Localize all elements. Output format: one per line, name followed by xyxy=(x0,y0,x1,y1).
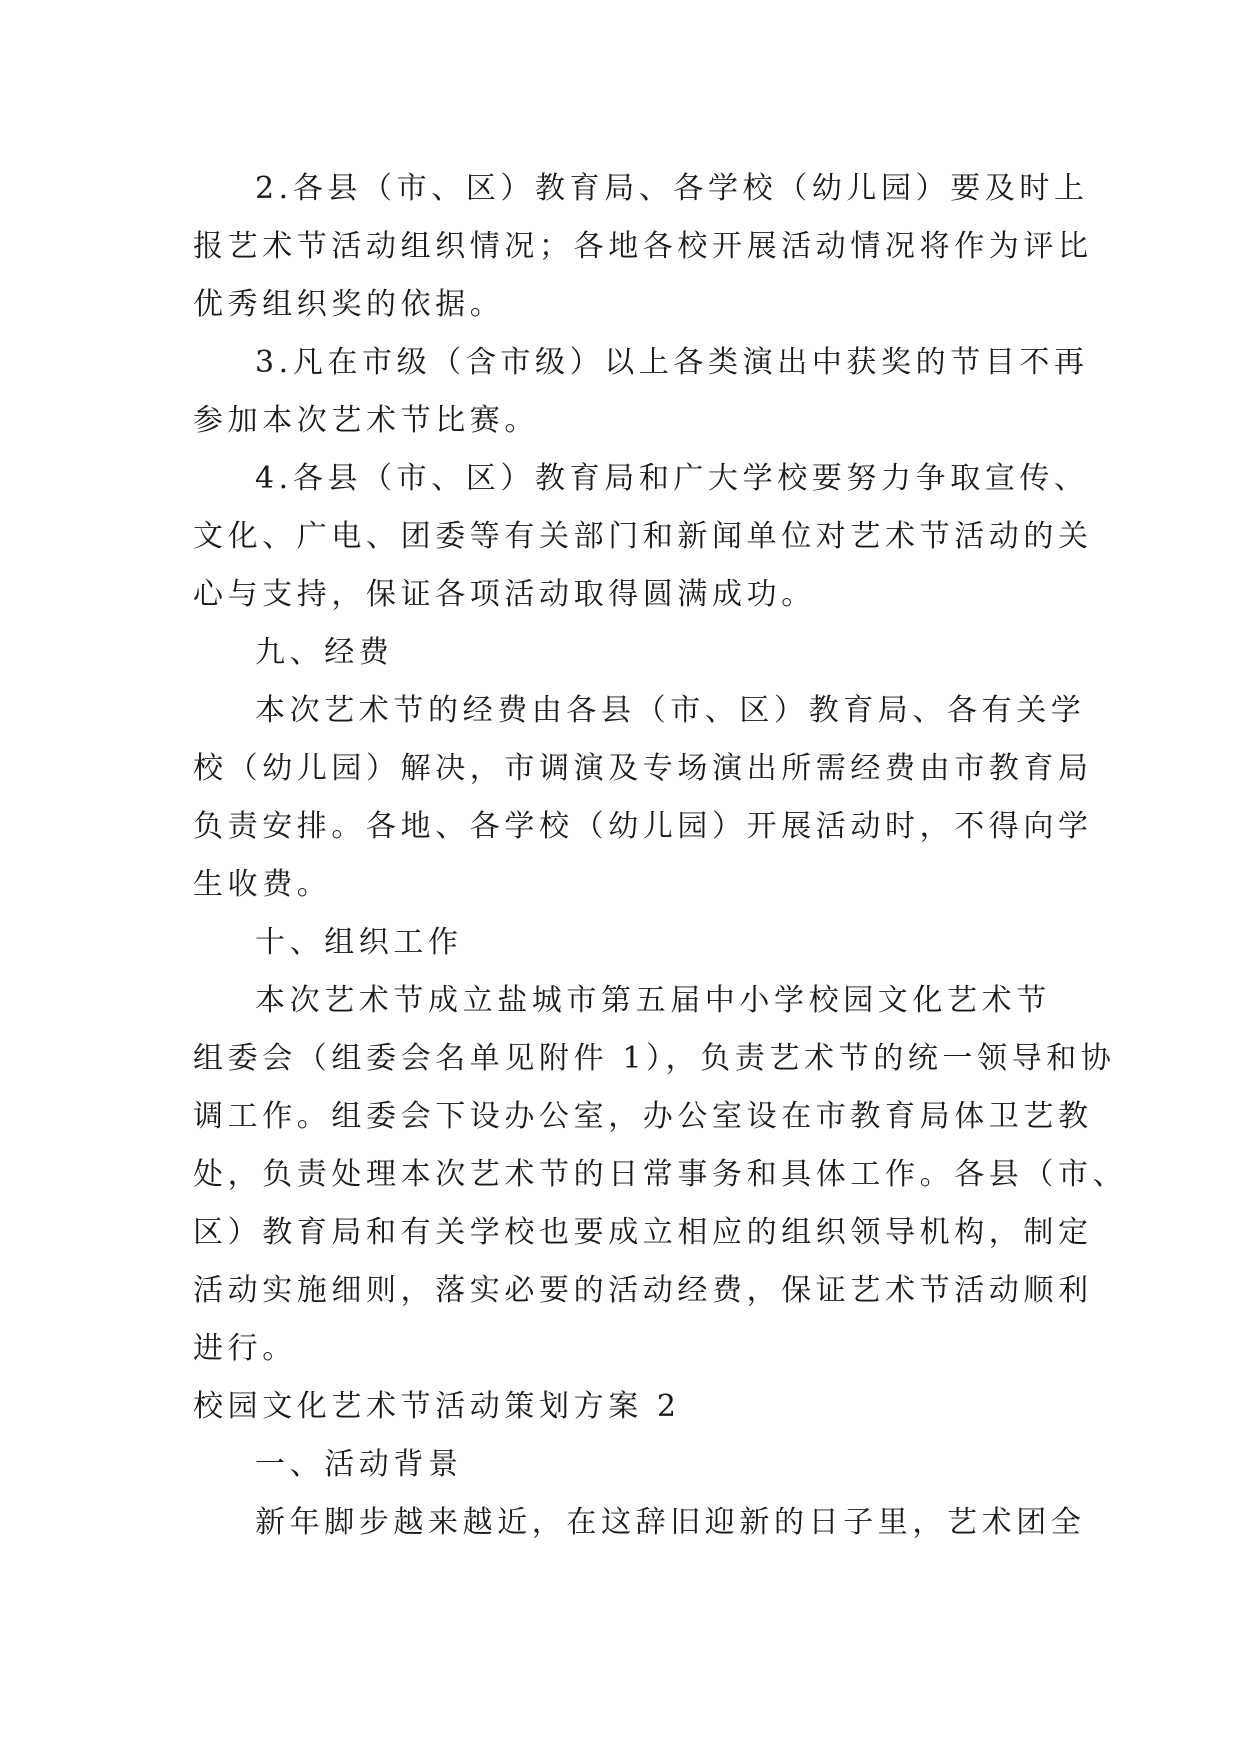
paragraph-line: 新年脚步越来越近，在这辞旧迎新的日子里，艺术团全 xyxy=(255,1505,1086,1540)
paragraph-line: 参加本次艺术节比赛。 xyxy=(193,403,539,438)
paragraph-line: 校（幼儿园）解决，市调演及专场演出所需经费由市教育局 xyxy=(193,751,1093,786)
section-heading-background: 一、活动背景 xyxy=(255,1447,463,1482)
paragraph-line: 调工作。组委会下设办公室，办公室设在市教育局体卫艺教 xyxy=(193,1099,1093,1134)
paragraph-line: 2.各县（市、区）教育局、各学校（幼儿园）要及时上 xyxy=(255,171,1089,206)
paragraph-line: 处，负责处理本次艺术节的日常事务和具体工作。各县（市、 xyxy=(193,1157,1128,1192)
paragraph-line: 报艺术节活动组织情况；各地各校开展活动情况将作为评比 xyxy=(193,229,1093,264)
section-heading-funding: 九、经费 xyxy=(255,635,394,670)
paragraph-line: 负责安排。各地、各学校（幼儿园）开展活动时，不得向学 xyxy=(193,809,1093,844)
paragraph-line: 文化、广电、团委等有关部门和新闻单位对艺术节活动的关 xyxy=(193,519,1093,554)
paragraph-line: 区）教育局和有关学校也要成立相应的组织领导机构，制定 xyxy=(193,1215,1093,1250)
paragraph-line: 本次艺术节的经费由各县（市、区）教育局、各有关学 xyxy=(255,693,1086,728)
paragraph-line: 3.凡在市级（含市级）以上各类演出中获奖的节目不再 xyxy=(255,345,1089,380)
paragraph-line: 活动实施细则，落实必要的活动经费，保证艺术节活动顺利 xyxy=(193,1273,1093,1308)
section-heading-organization: 十、组织工作 xyxy=(255,925,463,960)
paragraph-line: 4.各县（市、区）教育局和广大学校要努力争取宣传、 xyxy=(255,461,1089,496)
paragraph-line: 优秀组织奖的依据。 xyxy=(193,287,505,322)
paragraph-line: 本次艺术节成立盐城市第五届中小学校园文化艺术节 xyxy=(255,983,1051,1018)
paragraph-line: 生收费。 xyxy=(193,867,332,902)
paragraph-line: 进行。 xyxy=(193,1331,297,1366)
paragraph-line: 心与支持，保证各项活动取得圆满成功。 xyxy=(193,577,816,612)
paragraph-line: 组委会（组委会名单见附件 1），负责艺术节的统一领导和协 xyxy=(193,1041,1116,1076)
document-body xyxy=(193,160,1128,1552)
document-section-title: 校园文化艺术节活动策划方案 2 xyxy=(193,1389,681,1424)
